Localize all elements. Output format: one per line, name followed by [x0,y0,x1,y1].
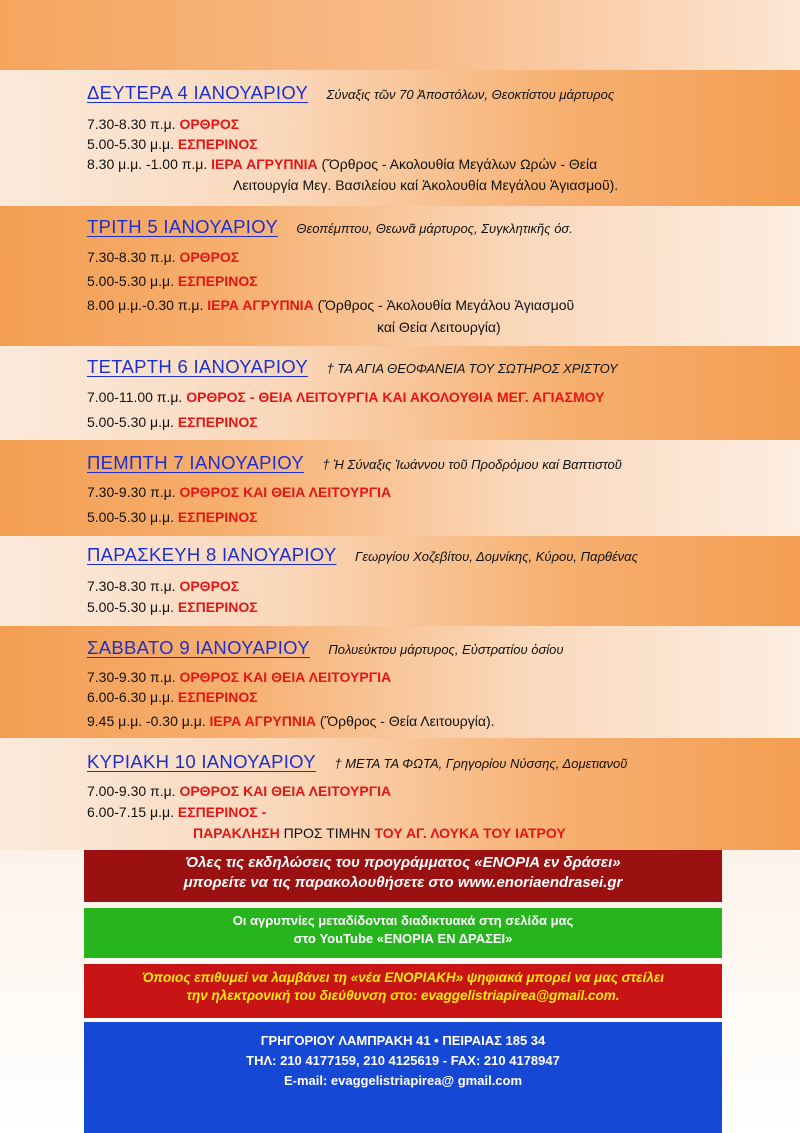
day-name[interactable]: ΠΕΜΠΤΗ 7 ΙΑΝΟΥΑΡΙΟΥ [87,452,304,473]
service-time: 9.45 μ.μ. -0.30 μ.μ. [87,713,206,729]
service-line [87,484,391,500]
service-note: (Ὄρθρος - Θεία Λειτουργία). [319,713,495,729]
youtube-line-1: Οι αγρυπνίες μεταδίδονται διαδικτυακά στη σελίδα μας [232,913,574,928]
service-time: 7.30-8.30 π.μ. [87,578,176,594]
day-feast: † ΤΑ ΑΓΙΑ ΘΕΟΦΑΝΕΙΑ ΤΟΥ ΣΩΤΗΡΟΣ ΧΡΙΣΤΟΥ [326,361,618,376]
youtube-notice [84,908,722,958]
day-name[interactable]: ΚΥΡΙΑΚΗ 10 ΙΑΝΟΥΑΡΙΟΥ [87,751,316,772]
service-time: 6.00-7.15 μ.μ. [87,804,174,820]
service-time: 7.00-9.30 π.μ. [87,783,176,799]
service-line [87,599,258,615]
service-name: ΟΡΘΡΟΣ [179,249,240,265]
day-name[interactable]: ΣΑΒΒΑΤΟ 9 ΙΑΝΟΥΑΡΙΟΥ [87,637,310,658]
service-name: ΟΡΘΡΟΣ [179,116,240,132]
service-time: 5.00-5.30 μ.μ. [87,509,174,525]
day-feast: Θεοπέμπτου, Θεωνᾶ μάρτυρος, Συγκλητικῆς όσ. [296,221,573,236]
service-name: ΕΣΠΕΡΙΝΟΣ [177,689,258,705]
newsletter-notice [84,964,722,1018]
day-name[interactable]: ΤΕΤΑΡΤΗ 6 ΙΑΝΟΥΑΡΙΟΥ [87,356,309,377]
service-time: 5.00-5.30 μ.μ. [87,599,174,615]
events-line-1: Όλες τις εκδηλώσεις του προγράμματος «ΕΝΟΡΙΑ εν δράσει» [185,854,621,871]
service-time: 7.00-11.00 π.μ. [87,389,183,405]
service-time: 5.00-5.30 μ.μ. [87,414,174,430]
top-band [0,0,800,70]
day-heading [87,356,618,378]
day-heading [87,216,573,238]
youtube-line-2[interactable]: στο YouTube «ΕΝΟΡΙΑ ΕΝ ΔΡΑΣΕΙ» [293,930,513,946]
day-name[interactable]: ΤΡΙΤΗ 5 ΙΑΝΟΥΑΡΙΟΥ [87,216,278,237]
contact-phones: ΤΗΛ: 210 4177159, 210 4125619 - FAX: 210 4178947 [246,1053,560,1069]
service-line [87,509,258,525]
day-heading [87,751,627,773]
service-line [87,249,239,265]
service-line [87,804,266,820]
events-line-2[interactable]: μπορείτε να τις παρακολουθήσετε στο www.enoriaendrasei.gr [183,874,623,892]
service-name: ΟΡΘΡΟΣ - ΘΕΙΑ ΛΕΙΤΟΥΡΓΙΑ ΚΑΙ ΑΚΟΛΟΥΘΙΑ ΜΕΓ. ΑΓΙΑΣΜΟΥ [186,389,605,405]
service-name: ΟΡΘΡΟΣ [179,578,240,594]
newsletter-line-1: Όποιος επιθυμεί να λαμβάνει τη «νέα ΕΝΟΡΙΑΚΗ» ψηφιακά μπορεί να μας στείλει [141,970,665,985]
service-name: ΕΣΠΕΡΙΝΟΣ - [177,804,267,820]
contact-address: ΓΡΗΓΟΡΙΟΥ ΛΑΜΠΡΑΚΗ 41 • ΠΕΙΡΑΙΑΣ 185 34 [260,1033,546,1048]
service-time: 8.30 μ.μ. -1.00 π.μ. [87,156,208,172]
service-line [87,578,239,594]
day-heading [87,544,638,566]
service-note: καί Θεία Λειτουργία) [377,319,501,335]
service-name: ΙΕΡΑ ΑΓΡΥΠΝΙΑ [209,713,316,729]
service-line [87,689,258,705]
contact-box [84,1022,722,1133]
service-name: ΙΕΡΑ ΑΓΡΥΠΝΙΑ [207,297,314,313]
service-name: ΟΡΘΡΟΣ ΚΑΙ ΘΕΙΑ ΛΕΙΤΟΥΡΓΙΑ [179,669,392,685]
day-feast: † Ἡ Σύναξις Ἰωάννου τοῦ Προδρόμου καί Βαπτιστοῦ [322,457,622,472]
service-line [87,783,391,799]
newsletter-line-2[interactable]: την ηλεκτρονική του διεύθυνση στο: evaggelistriapirea@gmail.com. [186,988,620,1004]
service-line [87,156,597,172]
service-name: ΟΡΘΡΟΣ ΚΑΙ ΘΕΙΑ ΛΕΙΤΟΥΡΓΙΑ [179,484,392,500]
service-line [87,669,391,685]
day-heading [87,452,622,474]
service-name: ΕΣΠΕΡΙΝΟΣ [177,599,258,615]
service-time: 8.00 μ.μ.-0.30 π.μ. [87,297,204,313]
day-heading [87,82,614,104]
service-time: 7.30-9.30 π.μ. [87,669,176,685]
service-time: 6.00-6.30 μ.μ. [87,689,174,705]
service-name: ΟΡΘΡΟΣ ΚΑΙ ΘΕΙΑ ΛΕΙΤΟΥΡΓΙΑ [179,783,392,799]
day-heading [87,637,564,659]
extra-saint: ΤΟΥ ΑΓ. ΛΟΥΚΑ ΤΟΥ ΙΑΤΡΟΥ [374,825,566,841]
day-feast: Γεωργίου Χοζεβίτου, Δομνίκης, Κύρου, Παρθένας [355,549,638,564]
extra-pros-timin: ΠΡΟΣ ΤΙΜΗΝ [283,825,371,841]
day-feast: Πολυεύκτου μάρτυρος, Εὐστρατίου ὁσίου [328,642,564,657]
day-feast: Σύναξις τῶν 70 Ἀποστόλων, Θεοκτίστου μάρτυρος [326,87,615,102]
service-name: ΕΣΠΕΡΙΝΟΣ [177,414,258,430]
service-name: ΕΣΠΕΡΙΝΟΣ [177,273,258,289]
day-name[interactable]: ΠΑΡΑΣΚΕΥΗ 8 ΙΑΝΟΥΑΡΙΟΥ [87,544,337,565]
service-note: Λειτουργία Μεγ. Βασιλείου καί Ἀκολουθία Μεγάλου Ἁγιασμοῦ). [233,177,619,193]
contact-email[interactable]: E-mail: evaggelistriapirea@ gmail.com [283,1073,523,1089]
service-name: ΕΣΠΕΡΙΝΟΣ [177,136,258,152]
service-line [87,273,258,289]
service-note-cont [377,319,501,335]
service-note-cont [233,177,618,193]
service-name: ΙΕΡΑ ΑΓΡΥΠΝΙΑ [211,156,318,172]
day-feast: † ΜΕΤΑ ΤΑ ΦΩΤΑ, Γρηγορίου Νύσσης, Δομετιανοῦ [334,756,628,771]
service-note: (Ὄρθρος - Ακολουθία Μεγάλων Ωρών - Θεία [321,156,598,172]
service-line [87,389,605,405]
extra-paraklisi: ΠΑΡΑΚΛΗΣΗ [193,825,280,841]
day-name[interactable]: ΔΕΥΤΕΡΑ 4 ΙΑΝΟΥΑΡΙΟΥ [87,82,309,103]
service-line [87,136,258,152]
service-time: 5.00-5.30 μ.μ. [87,136,174,152]
service-name: ΕΣΠΕΡΙΝΟΣ [177,509,258,525]
service-time: 7.30-9.30 π.μ. [87,484,176,500]
service-note: (Ὄρθρος - Ἀκολουθία Μεγάλου Ἁγιασμοῦ [317,297,575,313]
events-notice [84,850,722,902]
service-time: 5.00-5.30 μ.μ. [87,273,174,289]
service-line [87,116,239,132]
service-line [87,713,495,729]
service-time: 7.30-8.30 π.μ. [87,116,176,132]
service-line [87,414,258,430]
service-extra [193,825,566,841]
service-line [87,297,574,313]
service-time: 7.30-8.30 π.μ. [87,249,176,265]
